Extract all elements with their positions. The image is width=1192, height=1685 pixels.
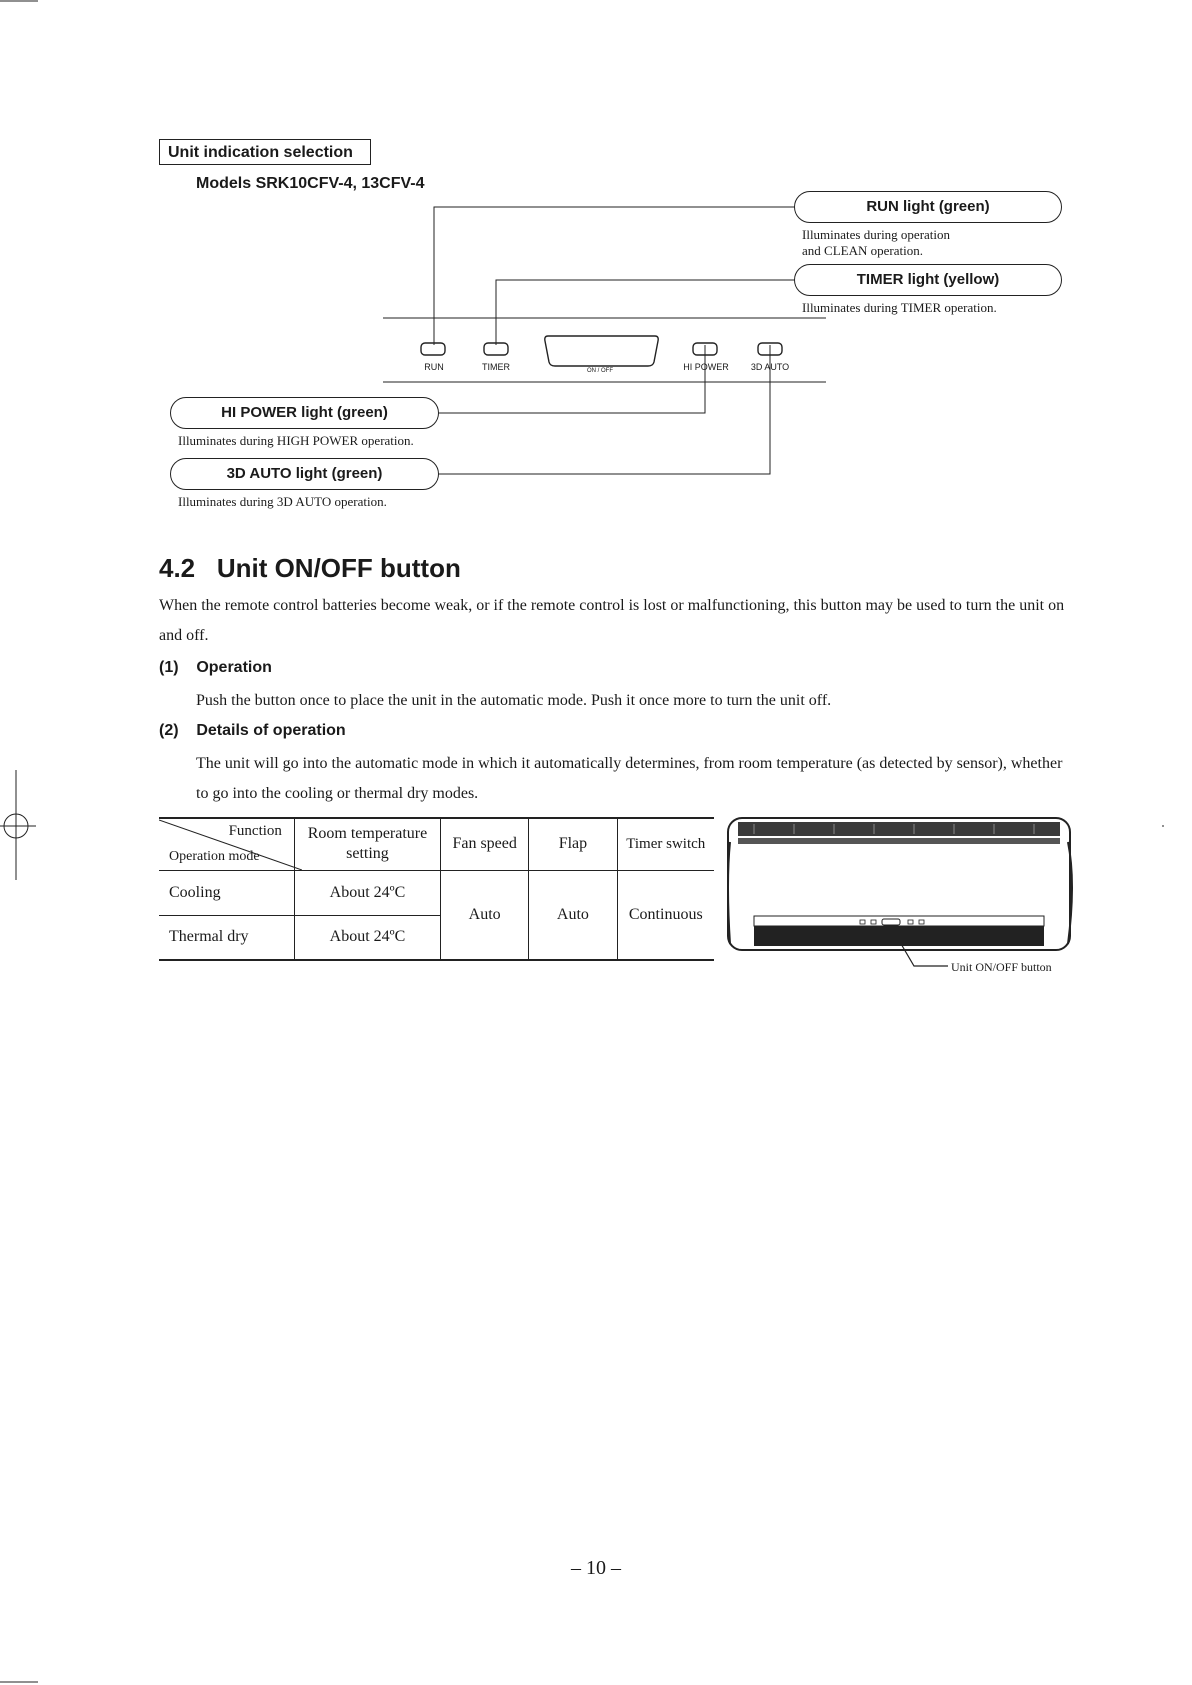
- 3dauto-light-callout: 3D AUTO light (green): [170, 458, 439, 490]
- models-label: Models SRK10CFV-4, 13CFV-4: [196, 175, 425, 192]
- onoff-button-mark: [882, 919, 900, 925]
- details-text: The unit will go into the automatic mode in which it automatically determines, from room temperature (as detected by sensor), whether to go into the cooling or thermal dry modes.: [196, 755, 1063, 802]
- flap-value: Auto: [529, 870, 617, 960]
- operation-text: Push the button once to place the unit in the automatic mode. Push it once more to turn the unit off.: [196, 692, 832, 709]
- corner-mode-label: Operation mode: [169, 849, 260, 864]
- table-row: [159, 870, 714, 915]
- panel-label-hipower: HI POWER: [683, 362, 729, 372]
- header-room-temp: Room temperature setting: [294, 818, 440, 870]
- panel-label-run: RUN: [424, 362, 444, 372]
- indoor-unit-illustration: [724, 812, 1080, 972]
- header-timer-switch: Timer switch: [617, 818, 714, 870]
- mode-thermal-dry: Thermal dry: [159, 915, 294, 960]
- header-flap: Flap: [529, 818, 617, 870]
- header-fan-speed: Fan speed: [441, 818, 529, 870]
- panel-label-3dauto: 3D AUTO: [750, 362, 790, 372]
- run-light-callout: RUN light (green): [794, 191, 1062, 223]
- operation-mode-table: [159, 817, 714, 961]
- onoff-button-label: Unit ON/OFF button: [951, 960, 1052, 974]
- 3dauto-light-desc: Illuminates during 3D AUTO operation.: [178, 494, 387, 509]
- section-tag: Unit indication selection: [159, 139, 371, 165]
- run-light-desc-1: Illuminates during operation: [802, 227, 951, 242]
- section-heading: 4.2 Unit ON/OFF button: [159, 553, 461, 583]
- table-header-row: [159, 818, 714, 870]
- cooling-temp: About 24ºC: [294, 870, 440, 915]
- hipower-light-desc: Illuminates during HIGH POWER operation.: [178, 433, 414, 448]
- details-heading: (2) Details of operation: [159, 722, 346, 739]
- timer-switch-value: Continuous: [617, 870, 714, 960]
- panel-label-timer: TIMER: [482, 362, 510, 372]
- thermal-dry-temp: About 24ºC: [294, 915, 440, 960]
- timer-light-desc: Illuminates during TIMER operation.: [802, 300, 997, 315]
- intro-paragraph: When the remote control batteries become weak, or if the remote control is lost or malfunctioning, this button may be used to turn the unit on and off.: [159, 597, 1065, 644]
- hipower-light-callout: HI POWER light (green): [170, 397, 439, 429]
- onoff-button-shape: [545, 336, 658, 366]
- panel-label-onoff: ON / OFF: [587, 368, 613, 374]
- corner-cell: [159, 818, 294, 870]
- operation-heading: (1) Operation: [159, 659, 272, 676]
- run-lamp: [421, 343, 445, 355]
- timer-light-callout: TIMER light (yellow): [794, 264, 1062, 296]
- run-light-desc-2: and CLEAN operation.: [802, 243, 923, 258]
- mode-cooling: Cooling: [159, 870, 294, 915]
- corner-function-label: Function: [228, 823, 282, 839]
- page-number: – 10 –: [571, 1557, 621, 1579]
- fan-speed-value: Auto: [441, 870, 529, 960]
